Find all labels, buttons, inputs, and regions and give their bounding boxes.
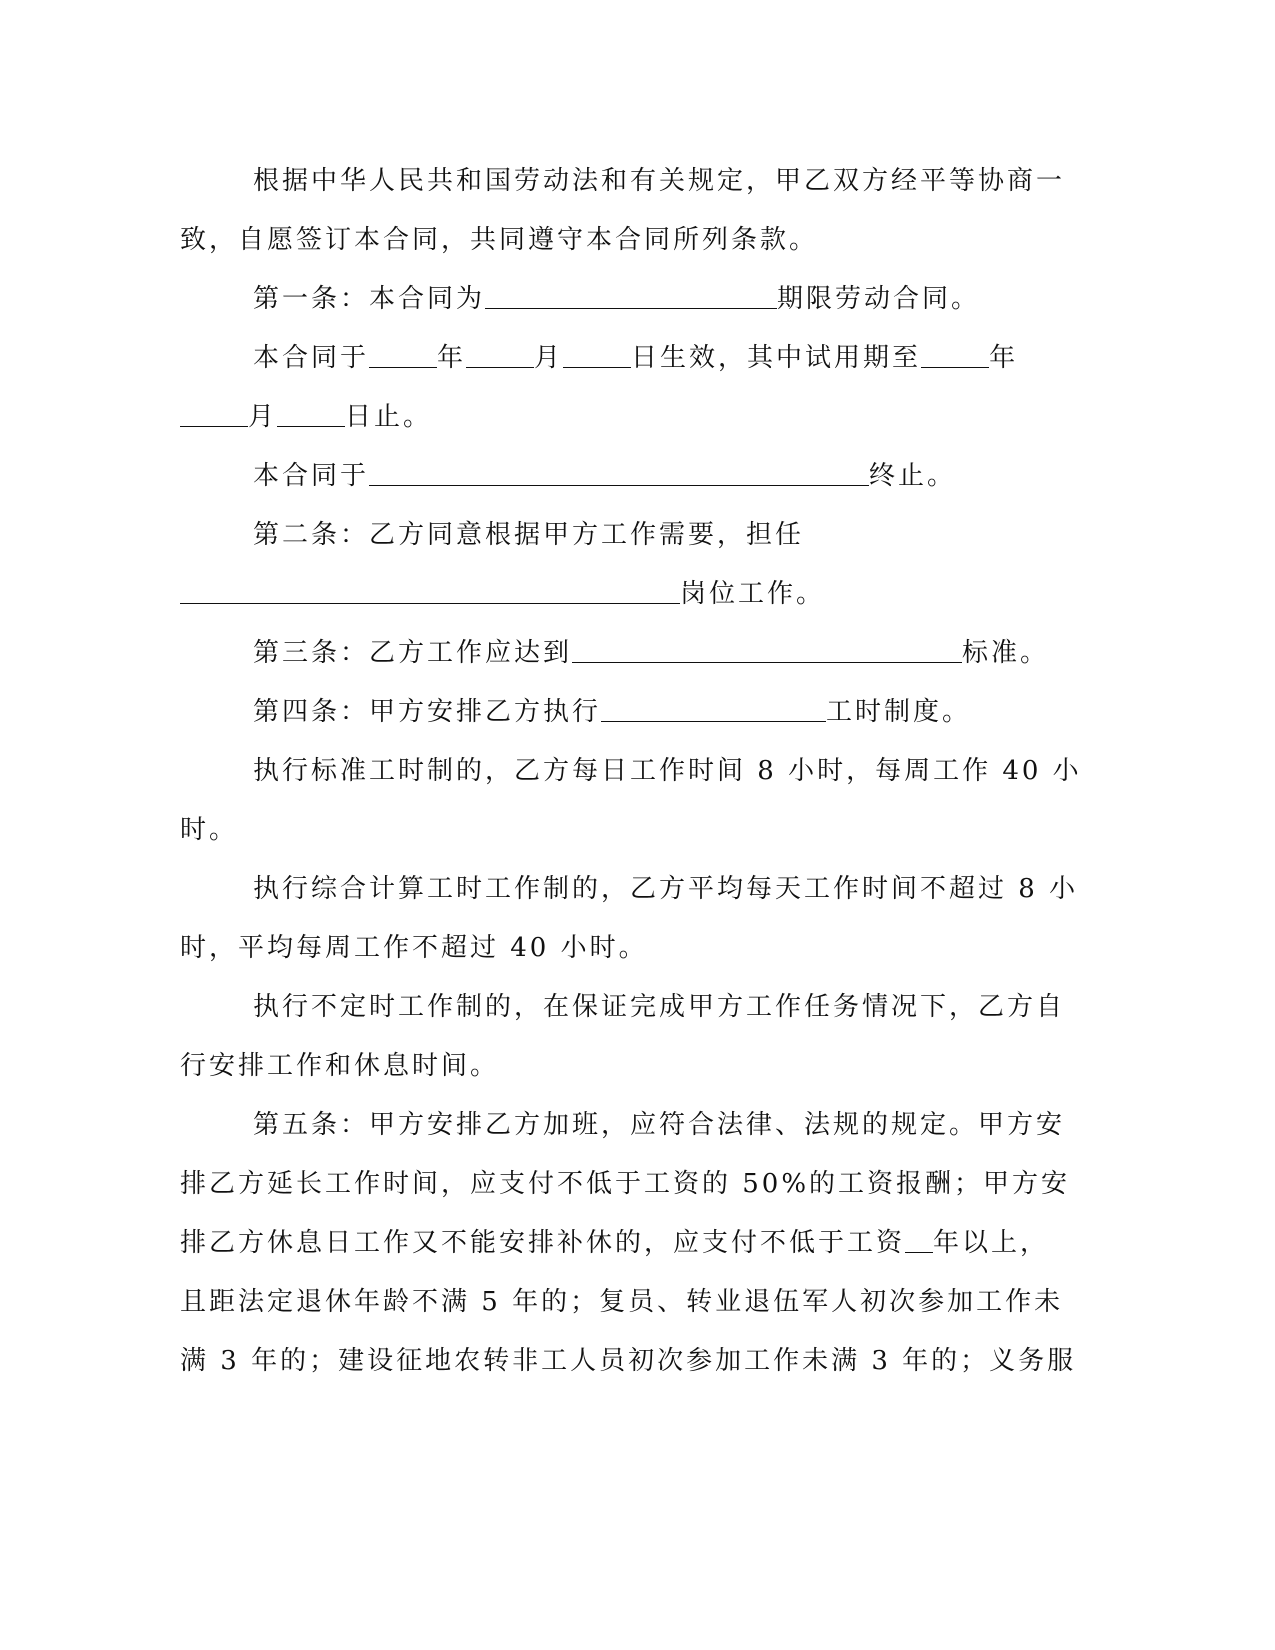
paragraph-line: 执行综合计算工时工作制的，乙方平均每天工作时间不超过 8 小 [253, 874, 1079, 904]
fill-in-blank[interactable] [572, 638, 962, 663]
paragraph-line: 排乙方休息日工作又不能安排补休的，应支付不低于工资 年以上， [180, 1228, 1050, 1258]
article-4-line: 第四条：甲方安排乙方执行 工时制度。 [253, 697, 972, 727]
article-2-line: 岗位工作。 [180, 578, 1275, 610]
article-1-line: 第一条：本合同为 期限劳动合同。 [253, 284, 981, 314]
paragraph-line: 行安排工作和休息时间。 [180, 1051, 500, 1081]
fill-in-blank[interactable] [921, 343, 989, 368]
paragraph-line: 且距法定退休年龄不满 5 年的；复员、转业退伍军人初次参加工作未 [180, 1287, 1064, 1317]
paragraph-line: 时。 [180, 815, 239, 845]
fill-in-blank[interactable] [485, 284, 777, 309]
probation-end-line: 月 日止。 [180, 401, 1275, 433]
fill-in-blank[interactable] [180, 579, 680, 604]
fill-in-blank[interactable] [369, 461, 869, 486]
paragraph-line: 执行标准工时制的，乙方每日工作时间 8 小时，每周工作 40 小 [253, 756, 1082, 786]
paragraph-line: 排乙方延长工作时间，应支付不低于工资的 50%的工资报酬；甲方安 [180, 1169, 1071, 1199]
effective-date-line: 本合同于 年 月 日生效，其中试用期至 年 [253, 343, 1019, 373]
article-3-line: 第三条：乙方工作应达到 标准。 [253, 638, 1050, 668]
fill-in-blank[interactable] [563, 343, 631, 368]
fill-in-blank[interactable] [601, 697, 826, 722]
paragraph-line: 执行不定时工作制的，在保证完成甲方工作任务情况下，乙方自 [253, 992, 1066, 1022]
article-2-line: 第二条：乙方同意根据甲方工作需要，担任 [253, 520, 805, 550]
paragraph-line: 根据中华人民共和国劳动法和有关规定，甲乙双方经平等协商一 [253, 166, 1066, 196]
termination-line: 本合同于 终止。 [253, 461, 957, 491]
fill-in-blank[interactable] [466, 343, 534, 368]
fill-in-blank[interactable] [180, 402, 248, 427]
paragraph-line: 满 3 年的；建设征地农转非工人员初次参加工作未满 3 年的；义务服 [180, 1346, 1077, 1376]
fill-in-blank[interactable] [369, 343, 437, 368]
paragraph-line: 致，自愿签订本合同，共同遵守本合同所列条款。 [180, 225, 819, 255]
article-5-line: 第五条：甲方安排乙方加班，应符合法律、法规的规定。甲方安 [253, 1110, 1066, 1140]
fill-in-blank[interactable] [277, 402, 345, 427]
fill-in-blank[interactable] [905, 1228, 933, 1253]
paragraph-line: 时，平均每周工作不超过 40 小时。 [180, 933, 648, 963]
